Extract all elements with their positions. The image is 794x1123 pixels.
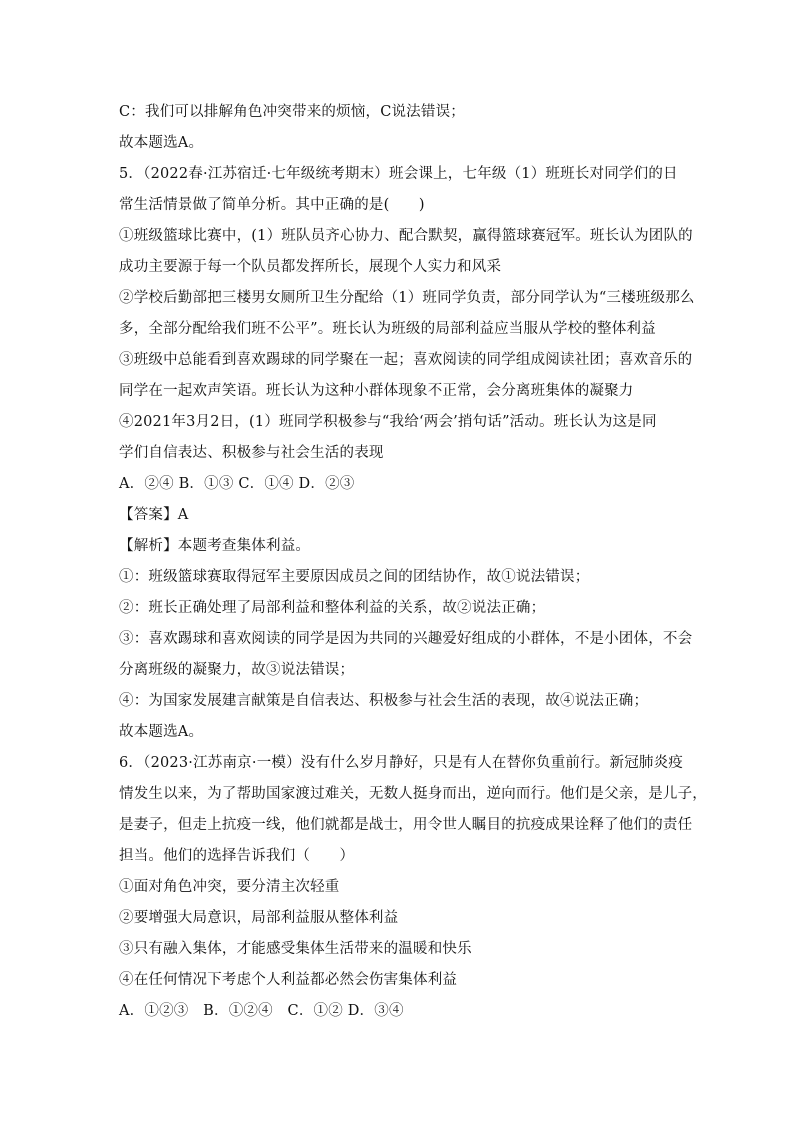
- analysis-label: 【解析】本题考查集体利益。: [119, 538, 311, 554]
- question-5-statement: ②学校后勤部把三楼男女厕所卫生分配给（1）班同学负责，部分同学认为“三楼班级那么: [119, 290, 695, 306]
- analysis-text: ②：班长正确处理了局部利益和整体利益的关系，故②说法正确；: [119, 600, 546, 616]
- question-5-stem: 常生活情景做了简单分析。其中正确的是( ): [119, 197, 425, 213]
- text-line: 故本题选A。: [119, 724, 204, 740]
- question-5-statement: 多，全部分配给我们班不公平”。班长认为班级的局部利益应当服从学校的整体利益: [119, 321, 656, 337]
- analysis-text: ①：班级篮球赛取得冠军主要原因成员之间的团结协作，故①说法错误；: [119, 569, 590, 585]
- question-5-statement: ③班级中总能看到喜欢踢球的同学聚在一起；喜欢阅读的同学组成阅读社团；喜欢音乐的: [119, 352, 693, 368]
- question-6-statement: ①面对角色冲突，要分清主次轻重: [119, 879, 340, 895]
- question-6-options: A．①②③ B．①②④ C．①② D．③④: [119, 1003, 404, 1019]
- question-5-statement: ①班级篮球比赛中，(1）班队员齐心协力、配合默契，赢得篮球赛冠军。班长认为团队的: [119, 228, 693, 244]
- question-5-options: A．②④ B．①③ C．①④ D．②③: [119, 476, 355, 492]
- question-5-stem: 5．（2022春·江苏宿迁·七年级统考期末）班会课上，七年级（1）班班长对同学们的日: [119, 166, 678, 182]
- answer-label: 【答案】A: [119, 507, 189, 523]
- question-6-stem: 6．（2023·江苏南京·一模）没有什么岁月静好，只是有人在替你负重前行。新冠肺炎疫: [119, 755, 683, 771]
- question-6-statement: ③只有融入集体，才能感受集体生活带来的温暖和快乐: [119, 941, 472, 957]
- question-5-statement: 学们自信表达、积极参与社会生活的表现: [119, 445, 384, 461]
- question-5-statement: ④2021年3月2日，(1）班同学积极参与“我给‘两会’捎句话”活动。班长认为这是同: [119, 414, 657, 430]
- text-line: 故本题选A。: [119, 135, 204, 151]
- question-6-statement: ④在任何情况下考虑个人利益都必然会伤害集体利益: [119, 972, 458, 988]
- question-6-stem: 是妻子，但走上抗疫一线，他们就都是战士，用令世人瞩目的抗疫成果诠释了他们的责任: [119, 817, 693, 833]
- analysis-text: ④：为国家发展建言献策是自信表达、积极参与社会生活的表现，故④说法正确；: [119, 693, 649, 709]
- question-6-stem: 担当。他们的选择告诉我们（ ）: [119, 848, 355, 864]
- question-6-statement: ②要增强大局意识，局部利益服从整体利益: [119, 910, 399, 926]
- question-5-statement: 成功主要源于每一个队员都发挥所长，展现个人实力和风采: [119, 259, 502, 275]
- analysis-text: 分离班级的凝聚力，故③说法错误；: [119, 662, 355, 678]
- text-line: C：我们可以排解角色冲突带来的烦恼，C说法错误；: [119, 104, 465, 120]
- question-5-statement: 同学在一起欢声笑语。班长认为这种小群体现象不正常，会分离班集体的凝聚力: [119, 383, 634, 399]
- document-page: [119, 100, 707, 1030]
- question-6-stem: 情发生以来，为了帮助国家渡过难关，无数人挺身而出，逆向而行。他们是父亲，是儿子，: [119, 786, 707, 802]
- analysis-text: ③：喜欢踢球和喜欢阅读的同学是因为共同的兴趣爱好组成的小群体，不是小团体，不会: [119, 631, 693, 647]
